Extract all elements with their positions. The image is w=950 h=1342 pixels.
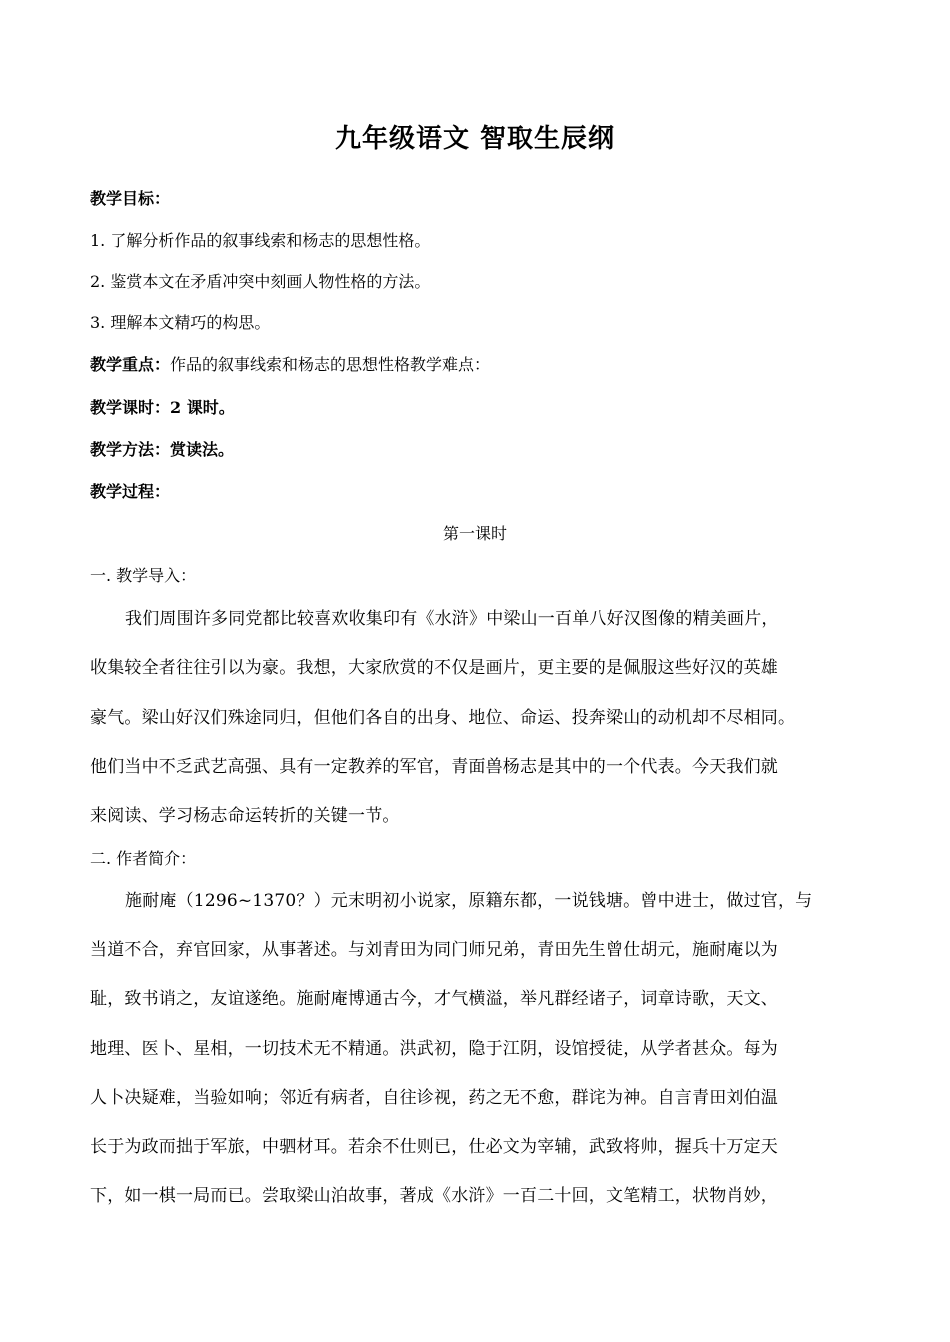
intro-paragraph-line: 收集较全者往往引以为豪。我想，大家欣赏的不仅是画片，更主要的是佩服这些好汉的英雄	[90, 658, 778, 678]
document-title: 九年级语文 智取生辰纲	[334, 124, 616, 154]
author-paragraph-line: 耻，致书诮之，友谊遂绝。施耐庵博通古今，才气横溢，举凡群经诸子，词章诗歌，天文、	[90, 989, 778, 1009]
key-points-text: 作品的叙事线索和杨志的思想性格教学难点：	[170, 355, 491, 374]
goal-item: 3. 理解本文精巧的构思。	[90, 313, 271, 332]
teaching-hours: 教学课时：2 课时。	[90, 398, 235, 417]
author-paragraph-line: 人卜决疑难，当验如响；邻近有病者，自往诊视，药之无不愈，群诧为神。自言青田刘伯温	[90, 1088, 778, 1108]
key-points-label: 教学重点：	[90, 355, 171, 374]
author-paragraph-line: 当道不合，弃官回家，从事著述。与刘青田为同门师兄弟，青田先生曾仕胡元，施耐庵以为	[90, 940, 778, 960]
goal-item: 2. 鉴赏本文在矛盾冲突中刻画人物性格的方法。	[90, 272, 431, 291]
key-points	[90, 355, 490, 375]
author-paragraph-line: 长于为政而拙于军旅，中驷材耳。若余不仕则已，仕必文为宰辅，武致将帅，握兵十万定天	[90, 1137, 778, 1157]
intro-paragraph-line: 他们当中不乏武艺高强、具有一定教养的军官，青面兽杨志是其中的一个代表。今天我们就	[90, 757, 778, 777]
author-paragraph-line: 施耐庵（1296~1370？）元末明初小说家，原籍东都，一说钱塘。曾中进士，做过官，与	[125, 891, 813, 911]
goals-heading: 教学目标：	[90, 189, 171, 208]
author-paragraph-line: 地理、医卜、星相，一切技术无不精通。洪武初，隐于江阴，设馆授徒，从学者甚众。每为	[90, 1039, 778, 1059]
section-heading-author: 二. 作者简介：	[90, 849, 197, 868]
intro-paragraph-line: 我们周围许多同党都比较喜欢收集印有《水浒》中梁山一百单八好汉图像的精美画片，	[125, 609, 779, 629]
process-heading: 教学过程：	[90, 482, 171, 501]
author-paragraph-line: 下，如一棋一局而已。尝取梁山泊故事，著成《水浒》一百二十回，文笔精工，状物肖妙，	[90, 1186, 778, 1206]
lesson-heading: 第一课时	[442, 524, 507, 543]
teaching-method: 教学方法：赏读法。	[90, 440, 235, 459]
goal-item: 1. 了解分析作品的叙事线索和杨志的思想性格。	[90, 231, 431, 250]
intro-paragraph-line: 豪气。梁山好汉们殊途同归，但他们各自的出身、地位、命运、投奔梁山的动机却不尽相同。	[90, 708, 796, 728]
section-heading-intro: 一. 教学导入：	[90, 566, 197, 585]
intro-paragraph-line: 来阅读、学习杨志命运转折的关键一节。	[90, 806, 400, 826]
